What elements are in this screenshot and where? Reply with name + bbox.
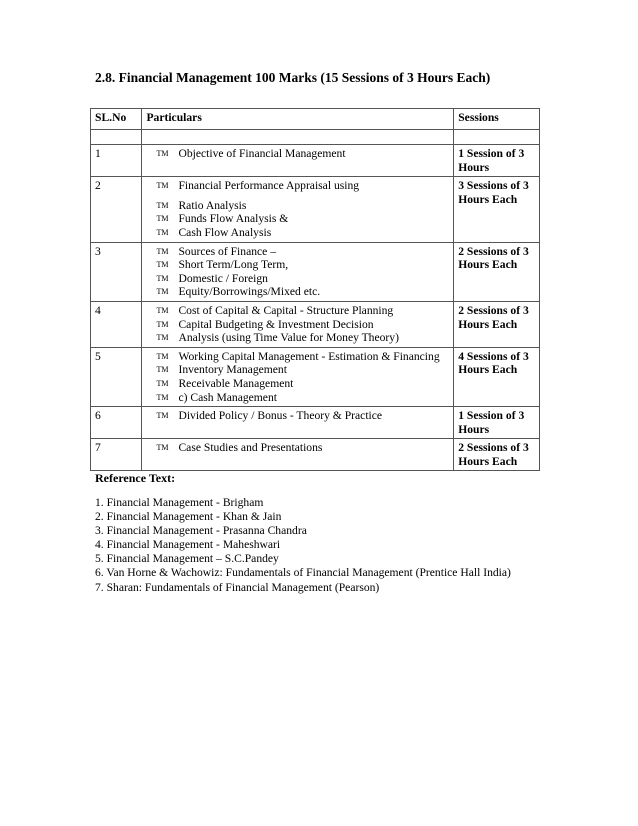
particular-text: Cash Flow Analysis [178,225,272,239]
row-sessions [454,407,540,439]
trademark-bullet-icon: TM [156,200,169,210]
syllabus-table [90,108,540,471]
particular-item [146,441,449,455]
reference-item: 3. Financial Management - Prasanna Chandra [95,524,307,538]
particular-item [146,409,449,423]
trademark-bullet-icon: TM [156,378,169,388]
particular-text: Inventory Management [178,363,287,377]
trademark-bullet-icon: TM [156,181,169,191]
particular-item [146,199,449,213]
particular-item [146,318,449,332]
sessions-line: Hours [458,160,490,174]
row-sessions [454,242,540,301]
row-sessions [454,347,540,406]
particular-text: Short Term/Long Term, [178,258,289,272]
trademark-bullet-icon: TM [156,319,169,329]
particular-text: Divided Policy / Bonus - Theory & Practice [178,409,383,423]
table-row [91,439,540,471]
sessions-line: Hours Each [458,258,518,272]
page-heading: 2.8. Financial Management 100 Marks (15 Sessions of 3 Hours Each) [95,70,491,85]
row-sessions [454,145,540,177]
particular-text: Objective of Financial Management [178,147,346,160]
particular-item [146,212,449,226]
trademark-bullet-icon: TM [156,411,169,421]
sessions-line: 1 Session of 3 [458,409,525,423]
row-sessions [454,301,540,347]
reference-item: 7. Sharan: Fundamentals of Financial Management (Pearson) [95,580,380,594]
trademark-bullet-icon: TM [156,365,169,375]
trademark-bullet-icon: TM [156,273,169,283]
particular-item [146,391,449,405]
particular-item [146,258,449,272]
row-sl-no: 6 [91,407,142,439]
trademark-bullet-icon: TM [156,214,169,224]
trademark-bullet-icon: TM [156,333,169,343]
row-particulars [142,145,454,177]
row-particulars [142,177,454,242]
row-particulars [142,407,454,439]
sessions-line: Hours Each [458,454,518,468]
table-row [91,347,540,406]
particular-text: Receivable Management [178,376,294,390]
table-row [91,177,540,242]
row-particulars [142,439,454,471]
particular-item [146,272,449,286]
trademark-bullet-icon: TM [156,246,169,256]
reference-item: 6. Van Horne & Wachowiz: Fundamentals of Financial Management (Prentice Hall India) [95,566,511,580]
sessions-line: 1 Session of 3 [458,147,525,160]
particular-item [146,285,449,299]
table-row [91,242,540,301]
table-spacer-row [91,130,540,145]
trademark-bullet-icon: TM [156,392,169,402]
table-row [91,407,540,439]
row-sl-no: 1 [91,145,142,177]
reference-item: 1. Financial Management - Brigham [95,496,264,509]
row-particulars [142,242,454,301]
header-sl-no: SL.No [91,109,142,130]
trademark-bullet-icon: TM [156,260,169,270]
header-particulars: Particulars [142,109,454,130]
sessions-line: Hours Each [458,192,518,206]
row-sl-no: 5 [91,347,142,406]
particular-item [146,377,449,391]
row-sl-no: 7 [91,439,142,471]
particular-text: Capital Budgeting & Investment Decision [178,317,374,331]
particular-item [146,245,449,259]
particular-text: Cost of Capital & Capital - Structure Planning [178,303,394,317]
sessions-line: Hours Each [458,363,518,377]
trademark-bullet-icon: TM [156,351,169,361]
trademark-bullet-icon: TM [156,287,169,297]
particular-text: Working Capital Management - Estimation & Financing [178,349,440,363]
table-header-row [91,109,540,130]
trademark-bullet-icon: TM [156,149,169,158]
particular-text: Financial Performance Appraisal using [178,179,360,193]
sessions-line: 3 Sessions of 3 [458,179,529,193]
reference-item: 4. Financial Management - Maheshwari [95,538,281,552]
row-sl-no: 3 [91,242,142,301]
table-row [91,301,540,347]
sessions-line: 2 Sessions of 3 [458,441,529,455]
particular-item [146,331,449,345]
reference-item: 2. Financial Management - Khan & Jain [95,510,282,524]
references-title: Reference Text: [95,471,176,485]
trademark-bullet-icon: TM [156,305,169,315]
particular-item [146,147,449,161]
sessions-line: 2 Sessions of 3 [458,303,529,317]
particular-text: Analysis (using Time Value for Money Theory) [178,331,399,345]
particular-text: Sources of Finance – [178,244,277,258]
row-sl-no: 4 [91,301,142,347]
table-row [91,145,540,177]
particular-text: Ratio Analysis [178,198,247,212]
particular-text: Equity/Borrowings/Mixed etc. [178,285,321,299]
row-sessions [454,177,540,242]
particular-item [146,226,449,240]
particular-text: Funds Flow Analysis & [178,212,289,226]
particular-item [146,304,449,318]
particular-item [146,350,449,364]
particular-item [146,179,449,193]
particular-text: Domestic / Foreign [178,271,268,285]
references-list [95,496,511,595]
sessions-line: Hours [458,422,490,436]
row-particulars [142,301,454,347]
sessions-line: 2 Sessions of 3 [458,244,529,258]
particular-text: c) Cash Management [178,390,277,404]
reference-item: 5. Financial Management – S.C.Pandey [95,552,279,566]
header-sessions: Sessions [454,109,540,130]
trademark-bullet-icon: TM [156,443,169,453]
row-particulars [142,347,454,406]
particular-item [146,363,449,377]
row-sessions [454,439,540,471]
trademark-bullet-icon: TM [156,227,169,237]
sessions-line: 4 Sessions of 3 [458,349,529,363]
row-sl-no: 2 [91,177,142,242]
sessions-line: Hours Each [458,317,518,331]
particular-text: Case Studies and Presentations [178,441,323,455]
